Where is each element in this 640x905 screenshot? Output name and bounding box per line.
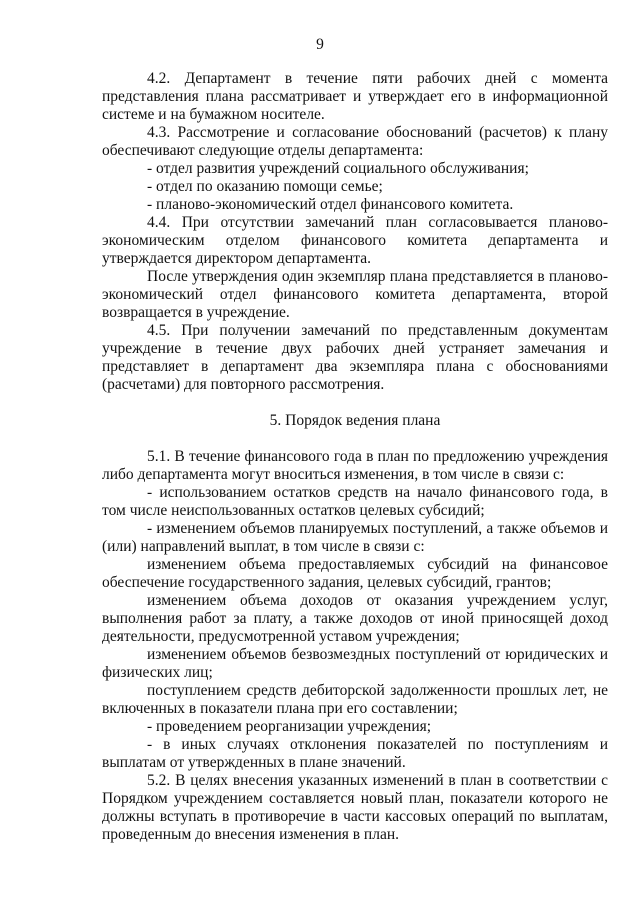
list-item-remaining-funds: - использованием остатков средств на начало финансового года, в том числе неиспользованных остатков целевых субсидий; [102,484,608,519]
paragraph-after-approval: После утверждения один экземпляр плана представляется в планово-экономический отдел финансового комитета департамента, второй возвращается в учреждение. [102,268,608,321]
sub-item-income-change: изменением объема доходов от оказания учреждением услуг, выполнения работ за плату, а также доходов от иной приносящей доход деятельности, предусмотренной уставом учреждения; [102,592,608,645]
sub-item-gratuitous-receipts: изменением объемов безвозмездных поступлений от юридических и физических лиц; [102,646,608,681]
section-4-continuation [102,70,608,394]
list-item-family-help-dept: - отдел по оказанию помощи семье; [147,178,383,195]
paragraph-4-2: 4.2. Департамент в течение пяти рабочих дней с момента представления плана рассматривает и утверждает его в информационной системе и на бумажном носителе. [102,70,608,123]
paragraph-4-4: 4.4. При отсутствии замечаний план согласовывается планово-экономическим отделом финансового комитета департамента и утверждается директором департамента. [102,214,608,267]
list-item-social-service-dept: - отдел развития учреждений социального обслуживания; [147,160,529,177]
sub-item-receivables: поступлением средств дебиторской задолженности прошлых лет, не включенных в показатели плана при его составлении; [102,682,608,717]
paragraph-5-2: 5.2. В целях внесения указанных изменений в план в соответствии с Порядком учреждением составляется новый план, показатели которого не должны вступать в противоречие в части кассовых операций по выплатам, проведенным до внесения изменения в план. [102,772,608,843]
paragraph-4-5: 4.5. При получении замечаний по представленным документам учреждение в течение двух рабочих дней устраняет замечания и представляет в департамент два экземпляра плана с обоснованиями (расчетами) для повторного рассмотрения. [102,322,608,393]
sub-item-subsidies-change: изменением объема предоставляемых субсидий на финансовое обеспечение государственного задания, целевых субсидий, грантов; [102,556,608,591]
list-item-reorganization: - проведением реорганизации учреждения; [147,718,432,735]
list-item-other-cases: - в иных случаях отклонения показателей по поступлениям и выплатам от утвержденных в плане значений. [102,736,608,771]
list-item-planning-economic-dept: - планово-экономический отдел финансового комитета. [147,196,514,213]
document-body [102,70,608,844]
section-5-heading: 5. Порядок ведения плана [269,412,441,429]
paragraph-5-1: 5.1. В течение финансового года в план по предложению учреждения либо департамента могут вноситься изменения, в том числе в связи с: [102,448,608,483]
list-item-planned-revenue-change: - изменением объемов планируемых поступлений, а также объемов и (или) направлений выплат, в том числе в связи с: [102,520,608,555]
section-5 [102,448,608,844]
page-number: 9 [316,36,324,53]
paragraph-4-3: 4.3. Рассмотрение и согласование обоснований (расчетов) к плану обеспечивают следующие отделы департамента: [102,124,608,159]
